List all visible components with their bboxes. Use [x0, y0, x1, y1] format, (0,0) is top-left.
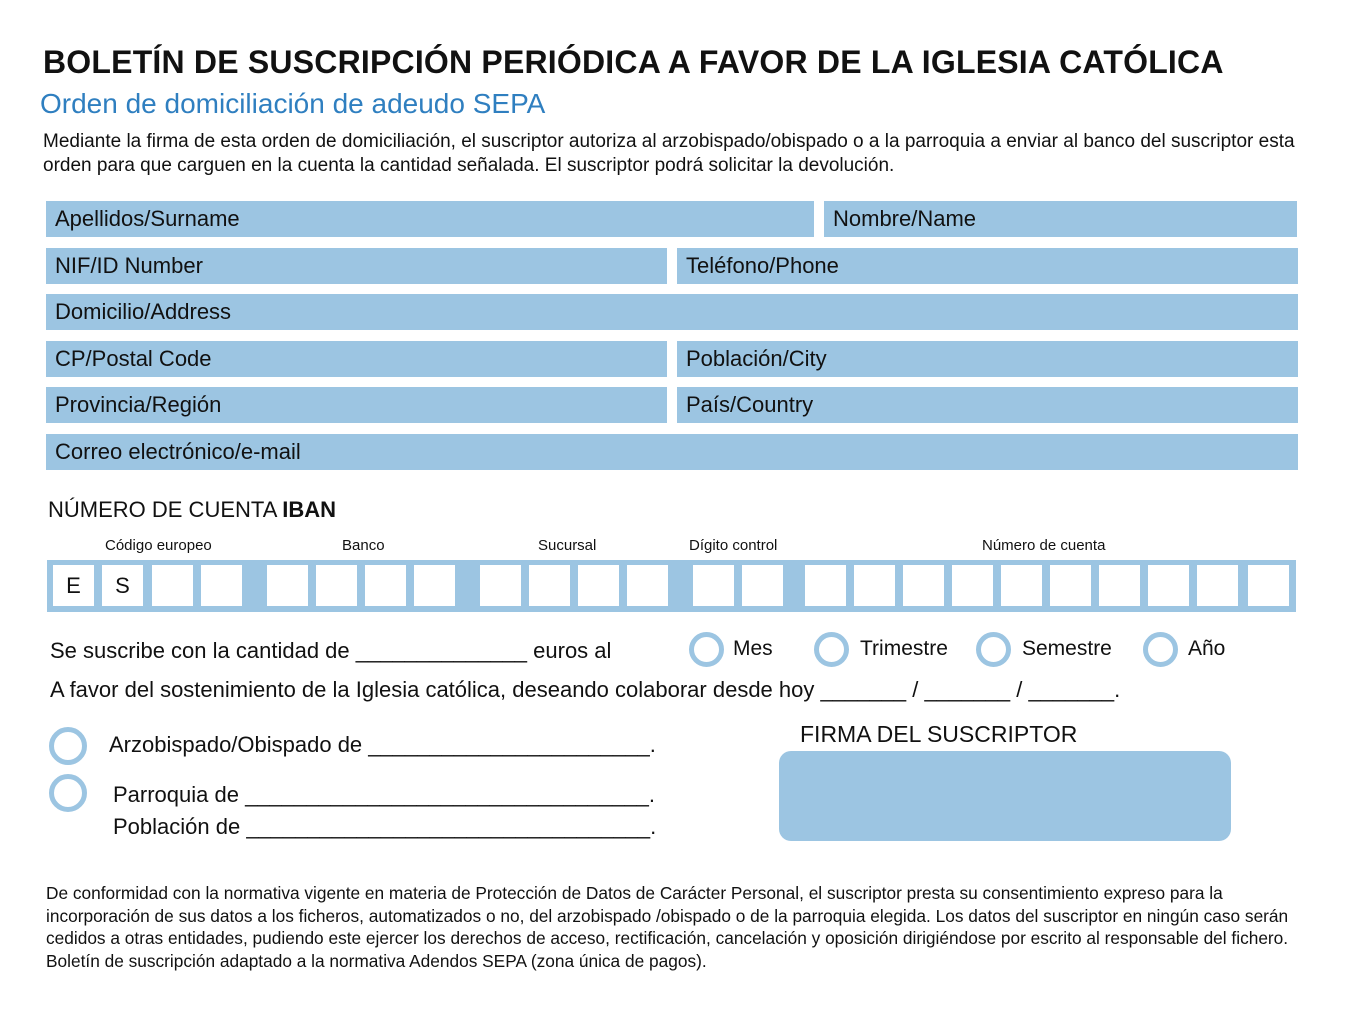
period-radio-ano[interactable] [1143, 632, 1178, 667]
city-label: Población/City [686, 346, 827, 371]
beneficiary-radio-arzobispado[interactable] [49, 727, 87, 765]
nif-label: NIF/ID Number [55, 253, 203, 278]
legal-notice: De conformidad con la normativa vigente en materia de Protección de Datos de Carácter Personal, el suscriptor presta su consentimiento expreso para la incorporación de sus datos a los ficheros, automatizados o no, del arzobispado /obispado o de la parroquia elegida. Los datos del suscriptor en ningún caso serán cedidos a otras entidades, pudiendo este ejercer los derechos de acceso, rectificación, cancelación y oposición dirigiéndose por escrito al responsable del fichero. Boletín de suscripción adaptado a la normativa Adendos SEPA (zona única de pagos). [46, 883, 1289, 971]
page-subtitle: Orden de domiciliación de adeudo SEPA [40, 88, 546, 119]
iban-cell[interactable] [578, 565, 619, 606]
country-label: País/Country [686, 392, 814, 417]
iban-cell[interactable]: S [102, 565, 143, 606]
country-field[interactable] [677, 387, 1298, 423]
signature-title: FIRMA DEL SUSCRIPTOR [800, 721, 1078, 747]
iban-cell[interactable] [627, 565, 668, 606]
nif-field[interactable] [46, 248, 667, 284]
iban-cell[interactable] [693, 565, 734, 606]
phone-label: Teléfono/Phone [686, 253, 839, 278]
postal-code-field[interactable] [46, 341, 667, 377]
period-label-mes: Mes [733, 637, 773, 660]
period-radio-semestre[interactable] [976, 632, 1011, 667]
intro-text: Mediante la firma de esta orden de domiciliación, el suscriptor autoriza al arzobispado/obispado o a la parroquia a enviar al banco del suscriptor esta orden para que carguen en la cuenta la cantidad señalada. El suscriptor podrá solicitar la devolución. [43, 131, 1295, 176]
iban-title: NÚMERO DE CUENTA IBAN [48, 497, 337, 522]
city-field[interactable] [677, 341, 1298, 377]
iban-cell[interactable] [903, 565, 944, 606]
iban-cell[interactable] [1050, 565, 1091, 606]
iban-cell[interactable] [1001, 565, 1042, 606]
postal-code-label: CP/Postal Code [55, 346, 212, 371]
iban-label-sucursal: Sucursal [538, 537, 597, 554]
iban-cell[interactable] [1197, 565, 1238, 606]
iban-label-codigo-europeo: Código europeo [105, 537, 212, 554]
phone-field[interactable] [677, 248, 1298, 284]
iban-label-digito-control: Dígito control [689, 537, 778, 554]
email-field[interactable] [46, 434, 1298, 470]
period-label-semestre: Semestre [1022, 637, 1112, 660]
surname-label: Apellidos/Surname [55, 206, 240, 231]
amount-line: Se suscribe con la cantidad de ______________ euros al [50, 638, 612, 663]
email-label: Correo electrónico/e-mail [55, 439, 301, 464]
iban-cell[interactable] [152, 565, 193, 606]
start-date-line: A favor del sostenimiento de la Iglesia católica, deseando colaborar desde hoy _______ / _______ / _______. [50, 677, 1121, 702]
period-radio-mes[interactable] [689, 632, 724, 667]
iban-cell[interactable] [414, 565, 455, 606]
iban-cell[interactable] [267, 565, 308, 606]
iban-cell[interactable] [201, 565, 242, 606]
parroquia-line: Parroquia de _________________________________. [113, 782, 655, 807]
iban-cell[interactable] [529, 565, 570, 606]
iban-cell[interactable] [1248, 565, 1289, 606]
signature-box[interactable] [779, 751, 1231, 841]
region-label: Provincia/Región [55, 392, 222, 417]
iban-cell[interactable] [952, 565, 993, 606]
poblacion-line: Población de _________________________________. [113, 814, 657, 839]
iban-label-banco: Banco [342, 537, 385, 554]
name-label: Nombre/Name [833, 206, 977, 231]
region-field[interactable] [46, 387, 667, 423]
period-label-trimestre: Trimestre [860, 637, 948, 660]
period-radio-trimestre[interactable] [814, 632, 849, 667]
iban-cell[interactable]: E [53, 565, 94, 606]
page-title: BOLETÍN DE SUSCRIPCIÓN PERIÓDICA A FAVOR DE LA IGLESIA CATÓLICA [43, 44, 1224, 80]
arzobispado-line: Arzobispado/Obispado de _______________________. [109, 732, 656, 757]
iban-cell[interactable] [480, 565, 521, 606]
beneficiary-radio-parroquia[interactable] [49, 774, 87, 812]
iban-cell[interactable] [854, 565, 895, 606]
iban-cell[interactable] [805, 565, 846, 606]
iban-cell[interactable] [365, 565, 406, 606]
iban-cell[interactable] [1148, 565, 1189, 606]
name-field[interactable] [824, 201, 1297, 237]
iban-label-numero-cuenta: Número de cuenta [982, 537, 1106, 554]
address-field[interactable] [46, 294, 1298, 330]
iban-cell[interactable] [1099, 565, 1140, 606]
address-label: Domicilio/Address [55, 299, 232, 324]
iban-cell[interactable] [316, 565, 357, 606]
iban-cell[interactable] [742, 565, 783, 606]
period-label-ano: Año [1188, 637, 1226, 660]
surname-field[interactable] [46, 201, 814, 237]
